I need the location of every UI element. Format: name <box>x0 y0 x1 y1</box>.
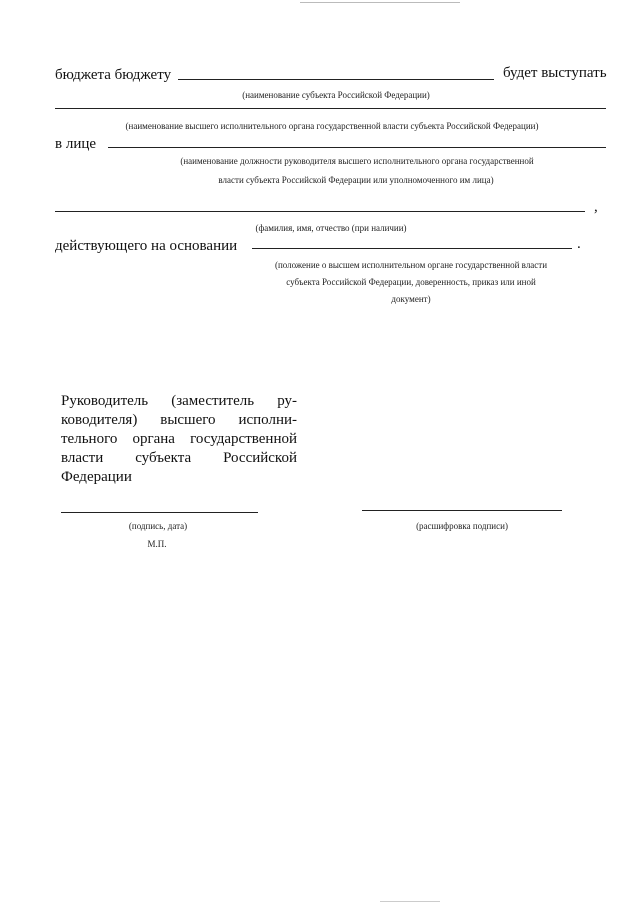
signatory-title-line4: власти субъекта Российской <box>61 450 297 466</box>
seal-place: М.П. <box>147 539 167 549</box>
signature-line[interactable] <box>61 512 258 513</box>
page-top-edge <box>300 2 460 3</box>
signatory-title-line1: Руководитель (заместитель ру- <box>61 393 297 409</box>
subject-name-caption: (наименование субъекта Российской Федерации) <box>242 90 430 100</box>
position-caption-line1: (наименование должности руководителя высшего исполнительного органа государственной <box>180 156 534 166</box>
signatory-title <box>61 392 297 487</box>
full-name-line[interactable] <box>55 211 585 212</box>
position-line[interactable] <box>108 147 606 148</box>
represented-by-label: в лице <box>55 136 97 152</box>
subject-name-line[interactable] <box>178 79 494 80</box>
full-name-caption: (фамилия, имя, отчество (при наличии) <box>255 223 407 233</box>
position-caption-line2: власти субъекта Российской Федерации или уполномоченного им лица) <box>218 175 494 185</box>
basis-document-line[interactable] <box>252 248 572 249</box>
basis-caption-line3: документ) <box>391 294 431 304</box>
will-act-text: будет выступать <box>503 65 607 81</box>
basis-dot: . <box>577 236 581 252</box>
executive-body-caption: (наименование высшего исполнительного органа государственной власти субъекта Российской Федерации) <box>125 121 539 131</box>
signature-caption: (подпись, дата) <box>128 521 188 531</box>
basis-caption-line1: (положение о высшем исполнительном органе государственной власти <box>274 260 548 270</box>
signatory-title-line3: тельного органа государственной <box>61 431 297 447</box>
signatory-title-line2: ководителя) высшего исполни- <box>61 412 297 428</box>
signatory-title-line5: Федерации <box>61 469 132 485</box>
basis-caption-line2: субъекта Российской Федерации, доверенность, приказ или иной <box>286 277 536 287</box>
budget-prefix-text: бюджета бюджету <box>55 67 172 83</box>
signature-decode-line[interactable] <box>362 510 562 511</box>
full-name-comma: , <box>594 199 598 215</box>
page-bottom-edge <box>380 901 440 902</box>
signature-decode-caption: (расшифровка подписи) <box>416 521 508 531</box>
acting-basis-label: действующего на основании <box>55 238 238 254</box>
subject-name-line-2[interactable] <box>55 108 606 109</box>
